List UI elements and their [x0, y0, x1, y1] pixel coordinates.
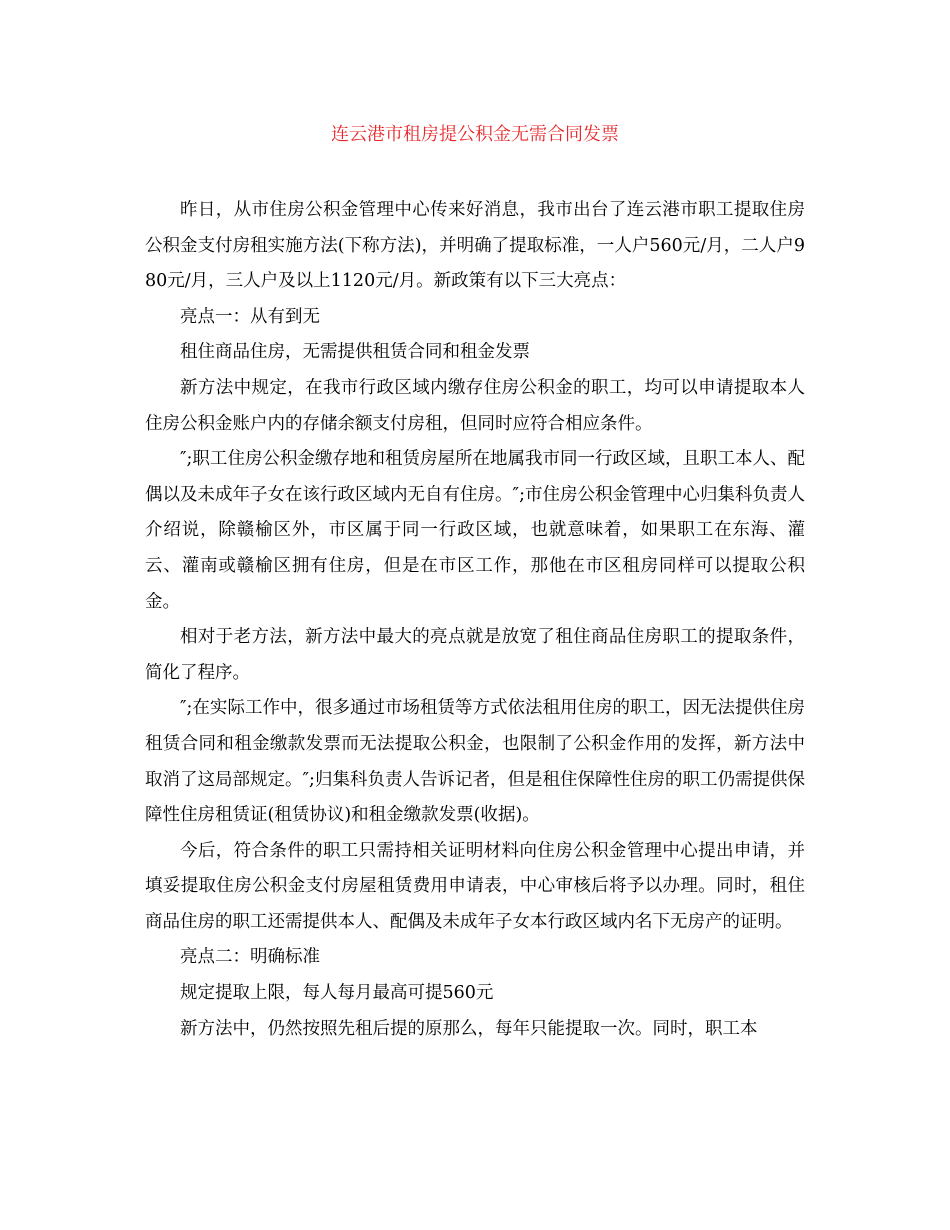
paragraph-extraction-rule: 新方法中，仍然按照先租后提的原那么，每年只能提取一次。同时，职工本: [180, 1018, 758, 1039]
paragraph-highlight-2-subheading: 规定提取上限，每人每月最高可提560元: [180, 983, 494, 1004]
paragraph-conditions: ″;职工住房公积金缴存地和租赁房屋所在地属我市同一行政区域，且职工本人、配偶以及未成年子女在该行政区域内无自有住房。″;市住房公积金管理中心归集科负责人介绍说，除赣榆区外，市区属于同一行政区域，也就意味着，如果职工在东海、灌云、灌南或赣榆区拥有住房，但是在市区工作，那他在市区租房同样可以提取公积金。: [145, 449, 805, 612]
paragraph-new-rule: 新方法中规定，在我市行政区域内缴存住房公积金的职工，均可以申请提取本人住房公积金账户内的存储余额支付房租，但同时应符合相应条件。: [145, 377, 805, 434]
paragraph-highlight-1-heading: 亮点一：从有到无: [180, 306, 320, 327]
paragraph-procedure: 今后，符合条件的职工只需持相关证明材料向住房公积金管理中心提出申请，并填妥提取住房公积金支付房屋租赁费用申请表，中心审核后将予以办理。同时，租住商品住房的职工还需提供本人、配偶及未成年子女本行政区域内名下无房产的证明。: [145, 840, 805, 932]
paragraph-intro: 昨日，从市住房公积金管理中心传来好消息，我市出台了连云港市职工提取住房公积金支付房租实施方法(下称方法)，并明确了提取标准，一人户560元/月，二人户980元/月，三人户及以上1120元/月。新政策有以下三大亮点：: [145, 200, 805, 292]
paragraph-highlight-2-heading: 亮点二：明确标准: [180, 947, 320, 968]
paragraph-practice: ″;在实际工作中，很多通过市场租赁等方式依法租用住房的职工，因无法提供住房租赁合同和租金缴款发票而无法提取公积金，也限制了公积金作用的发挥，新方法中取消了这局部规定。″;归集科负责人告诉记者，但是租住保障性住房的职工仍需提供保障性住房租赁证(租赁协议)和租金缴款发票(收据)。: [145, 698, 805, 826]
paragraph-comparison: 相对于老方法，新方法中最大的亮点就是放宽了租住商品住房职工的提取条件，简化了程序。: [145, 627, 805, 683]
document-title: 连云港市租房提公积金无需合同发票: [331, 124, 619, 145]
document-body: [145, 193, 805, 1047]
paragraph-highlight-1-subheading: 租住商品住房，无需提供租赁合同和租金发票: [180, 342, 530, 363]
